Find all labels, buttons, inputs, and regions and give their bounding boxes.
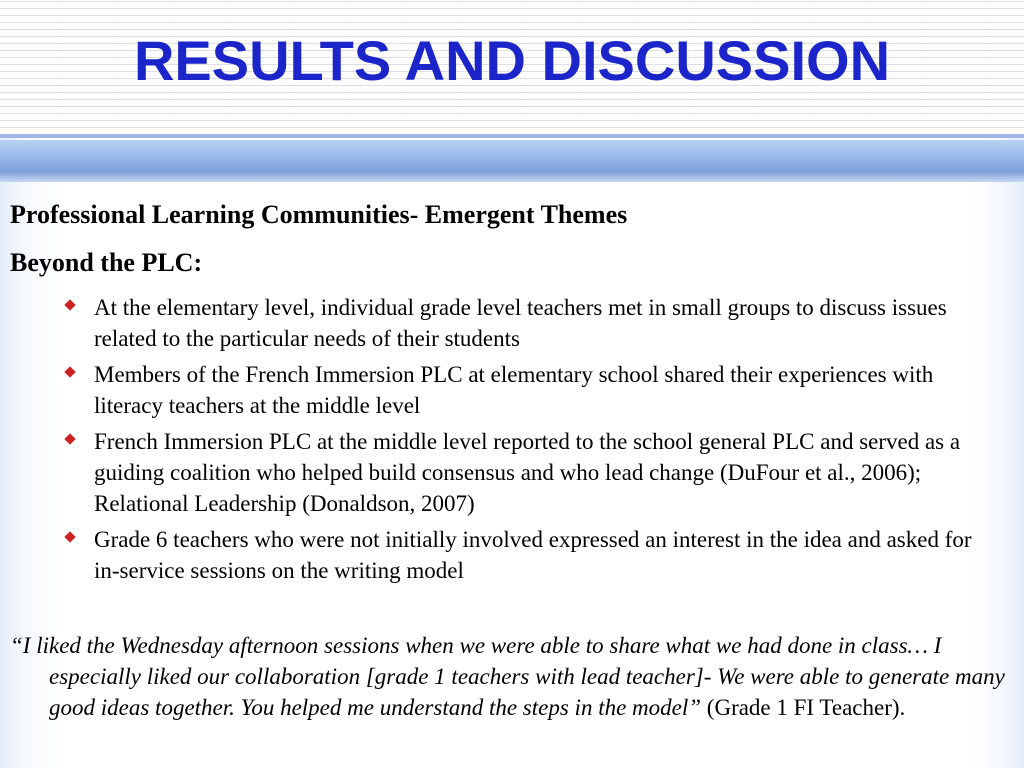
section-subheading: Beyond the PLC:	[10, 248, 203, 277]
bullet-item	[0, 292, 1024, 354]
header-blue-band	[0, 140, 1024, 182]
bullet-text: French Immersion PLC at the middle level reported to the school general PLC and served as a guiding coalition who helped build consensus and who lead change (DuFour et al., 2006); Relational Leadership (Donaldson, 2007)	[94, 429, 961, 516]
diamond-bullet-icon	[64, 366, 75, 377]
diamond-bullet-icon	[64, 433, 75, 444]
section-heading: Professional Learning Communities- Emergent Themes	[10, 200, 628, 229]
bullet-list	[0, 292, 1024, 591]
bullet-item	[0, 426, 1024, 519]
quote-attribution: (Grade 1 FI Teacher).	[701, 695, 906, 720]
bullet-item	[0, 359, 1024, 421]
slide-title: RESULTS AND DISCUSSION	[133, 29, 891, 92]
teacher-quote	[10, 630, 1024, 723]
diamond-bullet-icon	[64, 299, 75, 310]
bullet-text: Members of the French Immersion PLC at elementary school shared their experiences with literacy teachers at the middle level	[94, 362, 934, 418]
quote-text: “I liked the Wednesday afternoon sessions when we were able to share what we had done in class… I especially liked our collaboration [grade 1 teachers with lead teacher]- We were able to generate many good ideas together. You helped me understand the steps in the model”	[10, 633, 1005, 720]
bullet-item	[0, 524, 1024, 586]
bullet-text: Grade 6 teachers who were not initially involved expressed an interest in the idea and asked for in-service sessions on the writing model	[94, 527, 972, 583]
header-divider-line	[0, 134, 1024, 138]
bullet-text: At the elementary level, individual grade level teachers met in small groups to discuss issues related to the particular needs of their students	[94, 295, 947, 351]
diamond-bullet-icon	[64, 531, 75, 542]
